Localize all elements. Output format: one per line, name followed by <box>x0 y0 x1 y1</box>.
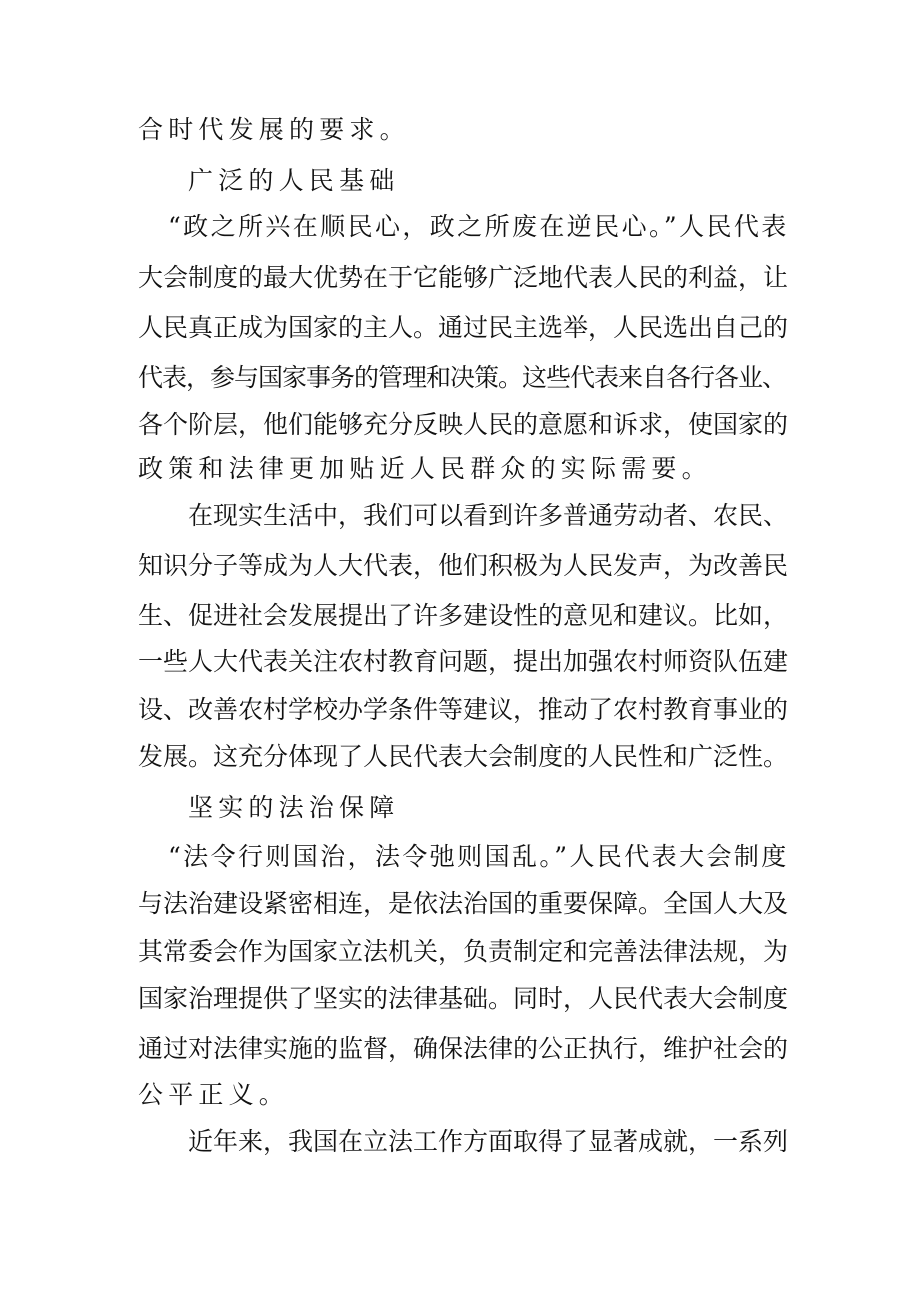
text-line: 在现实生活中，我们可以看到许多普通劳动者、农民、 <box>188 501 789 530</box>
text-line: “政之所兴在顺民心，政之所废在逆民心。”人民代表 <box>168 212 789 241</box>
text-line: 通过对法律实施的监督，确保法律的公正执行，维护社会的 <box>138 1034 789 1063</box>
text-line: 知识分子等成为人大代表，他们积极为人民发声，为改善民 <box>138 551 789 580</box>
text-line: 近年来，我国在立法工作方面取得了显著成就，一系列 <box>188 1127 789 1156</box>
text-line: 生、促进社会发展提出了许多建设性的意见和建议。比如， <box>138 601 789 630</box>
text-line: 政策和法律更加贴近人民群众的实际需要。 <box>138 454 712 483</box>
text-line: 合时代发展的要求。 <box>138 115 410 144</box>
section-heading: 坚实的法治保障 <box>188 793 400 822</box>
section-heading: 广泛的人民基础 <box>188 166 400 195</box>
text-line: 发展。这充分体现了人民代表大会制度的人民性和广泛性。 <box>138 742 789 771</box>
text-line: 其常委会作为国家立法机关，负责制定和完善法律法规，为 <box>138 937 789 966</box>
text-line: 各个阶层，他们能够充分反映人民的意愿和诉求，使国家的 <box>138 410 789 439</box>
text-line: 代表，参与国家事务的管理和决策。这些代表来自各行各业、 <box>138 363 787 392</box>
text-line: 与法治建设紧密相连，是依法治国的重要保障。全国人大及 <box>138 889 789 918</box>
text-line: “法令行则国治，法令弛则国乱。”人民代表大会制度 <box>168 842 789 871</box>
text-line: 公平正义。 <box>138 1080 290 1109</box>
text-line: 设、改善农村学校办学条件等建议，推动了农村教育事业的 <box>138 695 789 724</box>
text-line: 一些人大代表关注农村教育问题，提出加强农村师资队伍建 <box>138 647 789 676</box>
text-line: 大会制度的最大优势在于它能够广泛地代表人民的利益，让 <box>138 263 789 292</box>
text-line: 国家治理提供了坚实的法律基础。同时，人民代表大会制度 <box>138 984 789 1013</box>
text-line: 人民真正成为国家的主人。通过民主选举，人民选出自己的 <box>138 313 789 342</box>
